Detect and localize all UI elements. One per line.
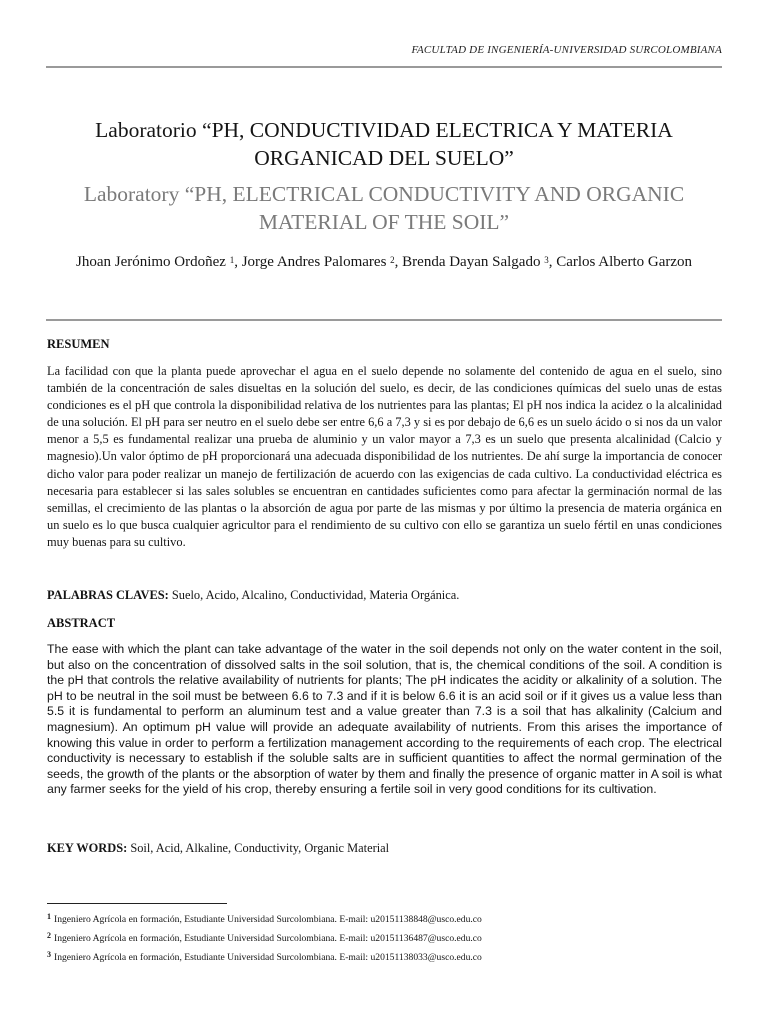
title-spanish: Laboratorio “PH, CONDUCTIVIDAD ELECTRICA Y MATERIA ORGANICAD DEL SUELO” (95, 118, 673, 170)
palabras-claves-label: PALABRAS CLAVES: (47, 588, 169, 602)
footnote (47, 948, 728, 967)
header-rule (46, 66, 722, 68)
footnote-rule (47, 903, 227, 904)
footnotes (47, 910, 728, 967)
author-name: Jhoan Jerónimo Ordoñez (75, 254, 226, 270)
palabras-claves-values: Suelo, Acido, Alcalino, Conductividad, Materia Orgánica. (168, 588, 460, 602)
footnote-mark: 1 (47, 912, 51, 921)
author-affiliation-mark: 3 (544, 255, 549, 265)
author-name: Jorge Andres Palomares (241, 254, 387, 270)
author-name: Brenda Dayan Salgado (402, 254, 541, 270)
resumen-body: La facilidad con que la planta puede aprovechar el agua en el suelo depende no solamente del contenido de agua en el suelo, sino también de la concentración de sales disueltas en la solución del suelo, es decir, de las condiciones químicas del suelo unas de estas condiciones es el pH que controla la disponibilidad relativa de los nutrientes para las plantas; El pH nos indica la acidez o la alcalinidad de una solución. El pH para ser neutro en el suelo debe ser entre 6,6 a 7,3 y si es por debajo de 6,6 es un suelo ácido o si nos da un valor menor a 5,5 es fundamental realizar una prueba de aluminio y un valor mayor a 7,3 es un suelo que presenta alcalinidad (Calcio y magnesio).Un valor óptimo de pH proporcionará una adecuada disponibilidad de los nutrientes. De ahí surge la importancia de conocer dicho valor para poder realizar un manejo de fertilización de acuerdo con las exigencias de cada cultivo. La conductividad eléctrica es necesaria para establecer si las sales solubles se encuentran en cantidades suficientes como para afectar la germinación normal de las semillas, el crecimiento de las plantas o la absorción de agua por parte de las mismas y por último la presencia de materia orgánica en un suelo es lo que busca cualquier agricultor para el rendimiento de su cultivo con ello se garantiza un suelo fértil en unas condiciones muy buenas para su cultivo. (47, 364, 722, 549)
author-name: Carlos Alberto Garzon (556, 254, 693, 270)
resumen-heading: RESUMEN (47, 337, 110, 351)
abstract-heading: ABSTRACT (47, 616, 116, 630)
author-list: Jhoan Jerónimo Ordoñez $^1$, Jorge Andres Palomares $^2$, Brenda Dayan Salgado $^3$, Carlos Alberto Garzon (75, 254, 693, 270)
footnote-text: Ingeniero Agrícola en formación, Estudiante Universidad Surcolombiana. E-mail: u20151138033@usco.edu.co (54, 952, 482, 963)
footnote-mark: 2 (47, 931, 51, 940)
footnote (47, 929, 728, 948)
abstract-body: The ease with which the plant can take advantage of the water in the soil depends not only on the water content in the soil, but also on the concentration of dissolved salts in the soil solution, that is, the chemical conditions of the soil. A condition is the pH that controls the relative availability of nutrients for plants; The pH indicates the acidity or alkalinity of a solution. The pH to be neutral in the soil must be between 6.6 to 7.3 and if it is below 6.6 it is an acid soil or if it gives us a value less than 5.5 it is fundamental to perform an aluminum test and a value greater than 7.3 is a soil that has alkalinity (Calcium and magnesium). An optimum pH value will provide an adequate availability of nutrients. From this arises the importance of knowing this value in order to perform a fertilization management according to the requirements of each crop. The electrical conductivity is necessary to establish if the soluble salts are in sufficient quantities to affect the normal germination of the seeds, the growth of the plants or the absorption of water by them and finally the presence of organic matter in A soil is what any farmer seeks for the yield of his crop, thereby ensuring a fertile soil in very good conditions for its cultivation. (47, 642, 722, 797)
title-english: Laboratory “PH, ELECTRICAL CONDUCTIVITY AND ORGANIC MATERIAL OF THE SOIL” (83, 182, 685, 234)
palabras-claves (47, 587, 722, 604)
footnote (47, 910, 728, 929)
footnote-mark: 3 (47, 950, 51, 959)
author-affiliation-mark: 2 (390, 255, 395, 265)
key-words-values: Soil, Acid, Alkaline, Conductivity, Organic Material (127, 841, 390, 855)
running-head: FACULTAD DE INGENIERÍA-UNIVERSIDAD SURCOLOMBIANA (411, 44, 722, 56)
key-words-label: KEY WORDS: (47, 841, 128, 855)
section-rule (46, 319, 722, 321)
footnote-text: Ingeniero Agrícola en formación, Estudiante Universidad Surcolombiana. E-mail: u20151136487@usco.edu.co (54, 933, 482, 944)
author-affiliation-mark: 1 (229, 255, 235, 265)
key-words (47, 840, 722, 857)
footnote-text: Ingeniero Agrícola en formación, Estudiante Universidad Surcolombiana. E-mail: u20151138848@usco.edu.co (54, 914, 482, 925)
